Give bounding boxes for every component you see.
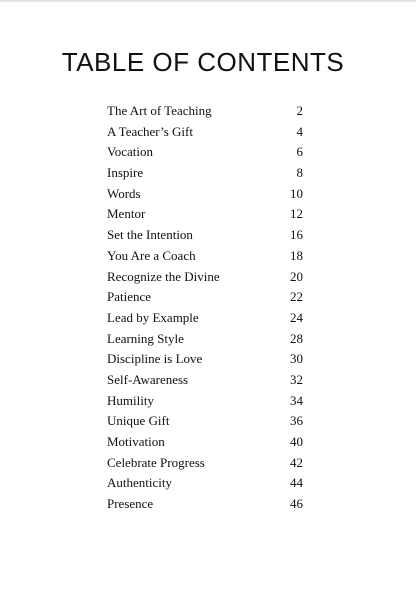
toc-entry[interactable]	[107, 432, 303, 453]
toc-entry[interactable]	[107, 494, 303, 515]
toc-entry-page-number: 16	[290, 227, 303, 243]
toc-entry-title: Words	[107, 185, 141, 201]
toc-entry-title: Celebrate Progress	[107, 454, 205, 470]
toc-entry[interactable]	[107, 391, 303, 412]
toc-entry-title: Discipline is Love	[107, 351, 203, 367]
toc-entry-page-number: 20	[290, 268, 303, 284]
toc-entry-title: Set the Intention	[107, 227, 193, 243]
toc-entry[interactable]	[107, 349, 303, 370]
toc-entry-page-number: 12	[290, 206, 303, 222]
toc-entry[interactable]	[107, 453, 303, 474]
toc-entry-page-number: 36	[290, 413, 303, 429]
toc-entry-title: You Are a Coach	[107, 247, 196, 263]
toc-entry-title: Unique Gift	[107, 413, 170, 429]
toc-entry-title: Patience	[107, 289, 152, 305]
toc-entry-title: Motivation	[107, 434, 165, 449]
toc-entry-title: Humility	[107, 392, 154, 408]
toc-entry-title: A Teacher’s Gift	[107, 123, 193, 139]
toc-entry-page-number: 22	[290, 289, 303, 305]
toc-entry-page-number: 30	[290, 351, 303, 367]
toc-entry-page-number: 8	[296, 165, 303, 181]
toc-entry[interactable]	[107, 122, 303, 143]
toc-entry-page-number: 6	[296, 144, 303, 160]
toc-entry-title: The Art of Teaching	[107, 103, 212, 118]
toc-entry-page-number: 34	[290, 392, 303, 408]
toc-entry-title: Inspire	[107, 165, 144, 181]
toc-entry-page-number: 40	[290, 434, 303, 449]
toc-entry-title: Vocation	[107, 144, 153, 160]
toc-entry[interactable]	[107, 163, 303, 184]
toc-entry-page-number: 46	[290, 496, 303, 512]
toc-entry[interactable]	[107, 204, 303, 225]
toc-entry-page-number: 32	[290, 371, 303, 387]
toc-entry-page-number: 24	[290, 309, 303, 325]
toc-entry[interactable]	[107, 267, 303, 288]
toc-entry-title: Authenticity	[107, 475, 172, 491]
toc-entry[interactable]	[107, 246, 303, 267]
toc-entry[interactable]	[107, 142, 303, 163]
toc-entry-page-number: 4	[296, 123, 303, 139]
toc-entry[interactable]	[107, 101, 303, 122]
toc-entry-page-number: 2	[296, 103, 303, 118]
toc-entry[interactable]	[107, 370, 303, 391]
toc-entry-page-number: 42	[290, 454, 303, 470]
toc-entry[interactable]	[107, 473, 303, 494]
toc-entry[interactable]	[107, 308, 303, 329]
toc-entry[interactable]	[107, 225, 303, 246]
toc-entry-page-number: 10	[290, 185, 303, 201]
toc-entry[interactable]	[107, 411, 303, 432]
table-of-contents-list	[107, 101, 303, 515]
toc-entry-title: Mentor	[107, 206, 146, 222]
toc-entry-page-number: 28	[290, 330, 303, 346]
toc-entry[interactable]	[107, 184, 303, 205]
toc-entry-title: Self-Awareness	[107, 371, 189, 387]
toc-entry-title: Presence	[107, 496, 154, 512]
toc-entry-title: Lead by Example	[107, 309, 199, 325]
toc-entry-title: Recognize the Divine	[107, 268, 220, 284]
toc-entry-page-number: 44	[290, 475, 303, 491]
toc-entry-page-number: 18	[290, 247, 303, 263]
toc-entry-title: Learning Style	[107, 330, 184, 346]
page-title: TABLE OF CONTENTS	[61, 47, 345, 77]
toc-entry[interactable]	[107, 287, 303, 308]
toc-entry[interactable]	[107, 329, 303, 350]
